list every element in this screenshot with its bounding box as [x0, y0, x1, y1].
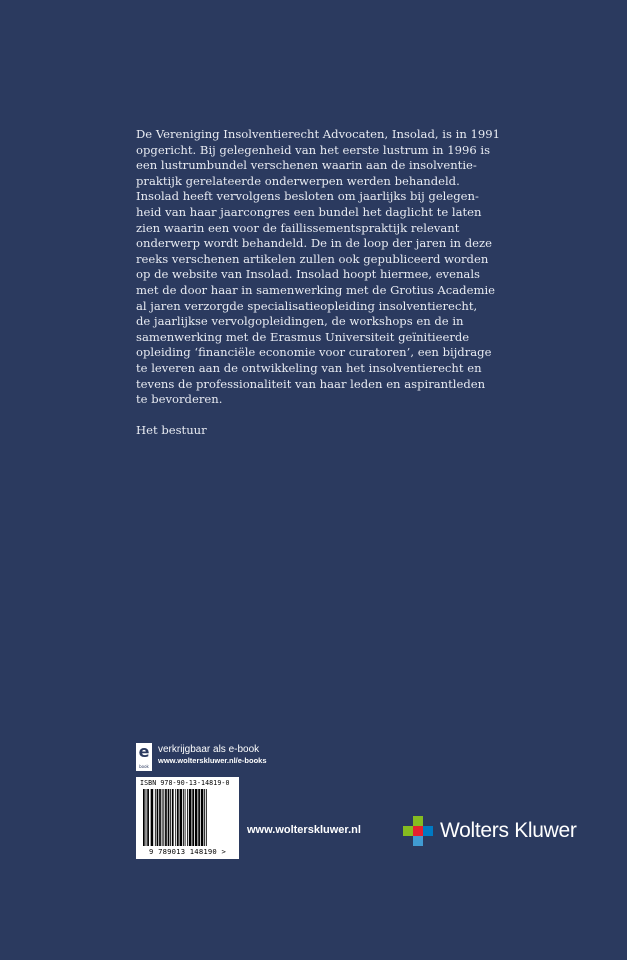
barcode-bar: [187, 789, 188, 846]
blurb-line: met de door haar in samenwerking met de Grotius Academie: [136, 282, 496, 297]
ebook-line-1: verkrijgbaar als e-book: [158, 744, 260, 755]
barcode-bar: [177, 789, 179, 846]
barcode-bar: [189, 789, 192, 846]
back-cover-blurb: [136, 127, 500, 438]
barcode-digits: 9 789013 148190 >: [149, 847, 226, 856]
barcode-bars: [142, 789, 235, 846]
isbn-label: ISBN 978-90-13-14819-0: [140, 779, 230, 787]
barcode-bar: [159, 789, 161, 846]
blurb-line: reeks verschenen artikelen zullen ook gepubliceerd worden: [136, 251, 489, 266]
barcode-bar: [146, 789, 147, 846]
barcode-bar: [195, 789, 198, 846]
barcode-bar: [198, 789, 200, 846]
barcode-bar: [165, 789, 167, 846]
blurb-line: de jaarlijkse vervolgopleidingen, de workshops en de in: [136, 314, 464, 329]
wolters-kluwer-logo-icon: [403, 816, 433, 846]
barcode-bar: [155, 789, 156, 846]
blurb-line: praktijk gerelateerde onderwerpen werden behandeld.: [136, 173, 460, 188]
blurb-line: te leveren aan de ontwikkeling van het insolventierecht en: [136, 360, 482, 375]
publisher-logo: [403, 816, 577, 846]
barcode-bar: [168, 789, 170, 846]
barcode-bar: [206, 789, 207, 846]
ebook-text: [158, 743, 267, 766]
blurb-line: Insolad heeft vervolgens besloten om jaarlijks bij gelegen-: [136, 189, 479, 204]
blurb-line: De Vereniging Insolventierecht Advocaten, Insolad, is in 1991: [136, 127, 500, 141]
blurb-line: samenwerking met de Erasmus Universiteit geïnitieerde: [136, 329, 470, 344]
publisher-name: Wolters Kluwer: [440, 819, 577, 842]
ebook-icon-label: book: [139, 764, 149, 769]
blurb-signature: Het bestuur: [136, 422, 207, 437]
blurb-line: te bevorderen.: [136, 392, 223, 407]
blurb-line: opgericht. Bij gelegenheid van het eerste lustrum in 1996 is: [136, 142, 491, 157]
blurb-line: op de website van Insolad. Insolad hoopt hiermee, evenals: [136, 267, 480, 282]
barcode-bar: [172, 789, 174, 846]
blurb-line: een lustrumbundel verschenen waarin aan de insolventie-: [136, 158, 477, 173]
barcode-bar: [183, 789, 184, 846]
blurb-line: heid van haar jaarcongres een bundel het daglicht te laten: [136, 204, 482, 219]
ebook-availability: [136, 743, 267, 771]
barcode-bar: [162, 789, 163, 846]
barcode-bar: [143, 789, 145, 846]
blurb-text: [136, 127, 500, 408]
ebook-icon-letter: e: [138, 742, 150, 761]
barcode-bar: [201, 789, 204, 846]
ebook-url: www.wolterskluwer.nl/e-books: [158, 756, 267, 765]
blurb-line: opleiding ‘financiële economie voor curatoren’, een bijdrage: [136, 345, 492, 360]
blurb-line: al jaren verzorgde specialisatieopleiding insolventierecht,: [136, 298, 478, 313]
barcode-bar: [157, 789, 159, 846]
barcode-bar: [192, 789, 194, 846]
publisher-website: www.wolterskluwer.nl: [247, 824, 361, 836]
barcode-bar: [170, 789, 171, 846]
isbn-barcode: [136, 777, 239, 859]
ebook-icon: [136, 743, 152, 771]
blurb-line: tevens de professionaliteit van haar leden en aspirantleden: [136, 376, 486, 391]
barcode-bar: [147, 789, 149, 846]
blurb-line: onderwerp wordt behandeld. De in de loop der jaren in deze: [136, 236, 492, 251]
barcode-bar: [163, 789, 164, 846]
barcode-bar: [185, 789, 186, 846]
barcode-bar: [151, 789, 154, 846]
barcode-bar: [204, 789, 205, 846]
blurb-line: zien waarin een voor de faillissementspraktijk relevant: [136, 220, 460, 235]
barcode-bar: [180, 789, 183, 846]
barcode-bar: [175, 789, 176, 846]
